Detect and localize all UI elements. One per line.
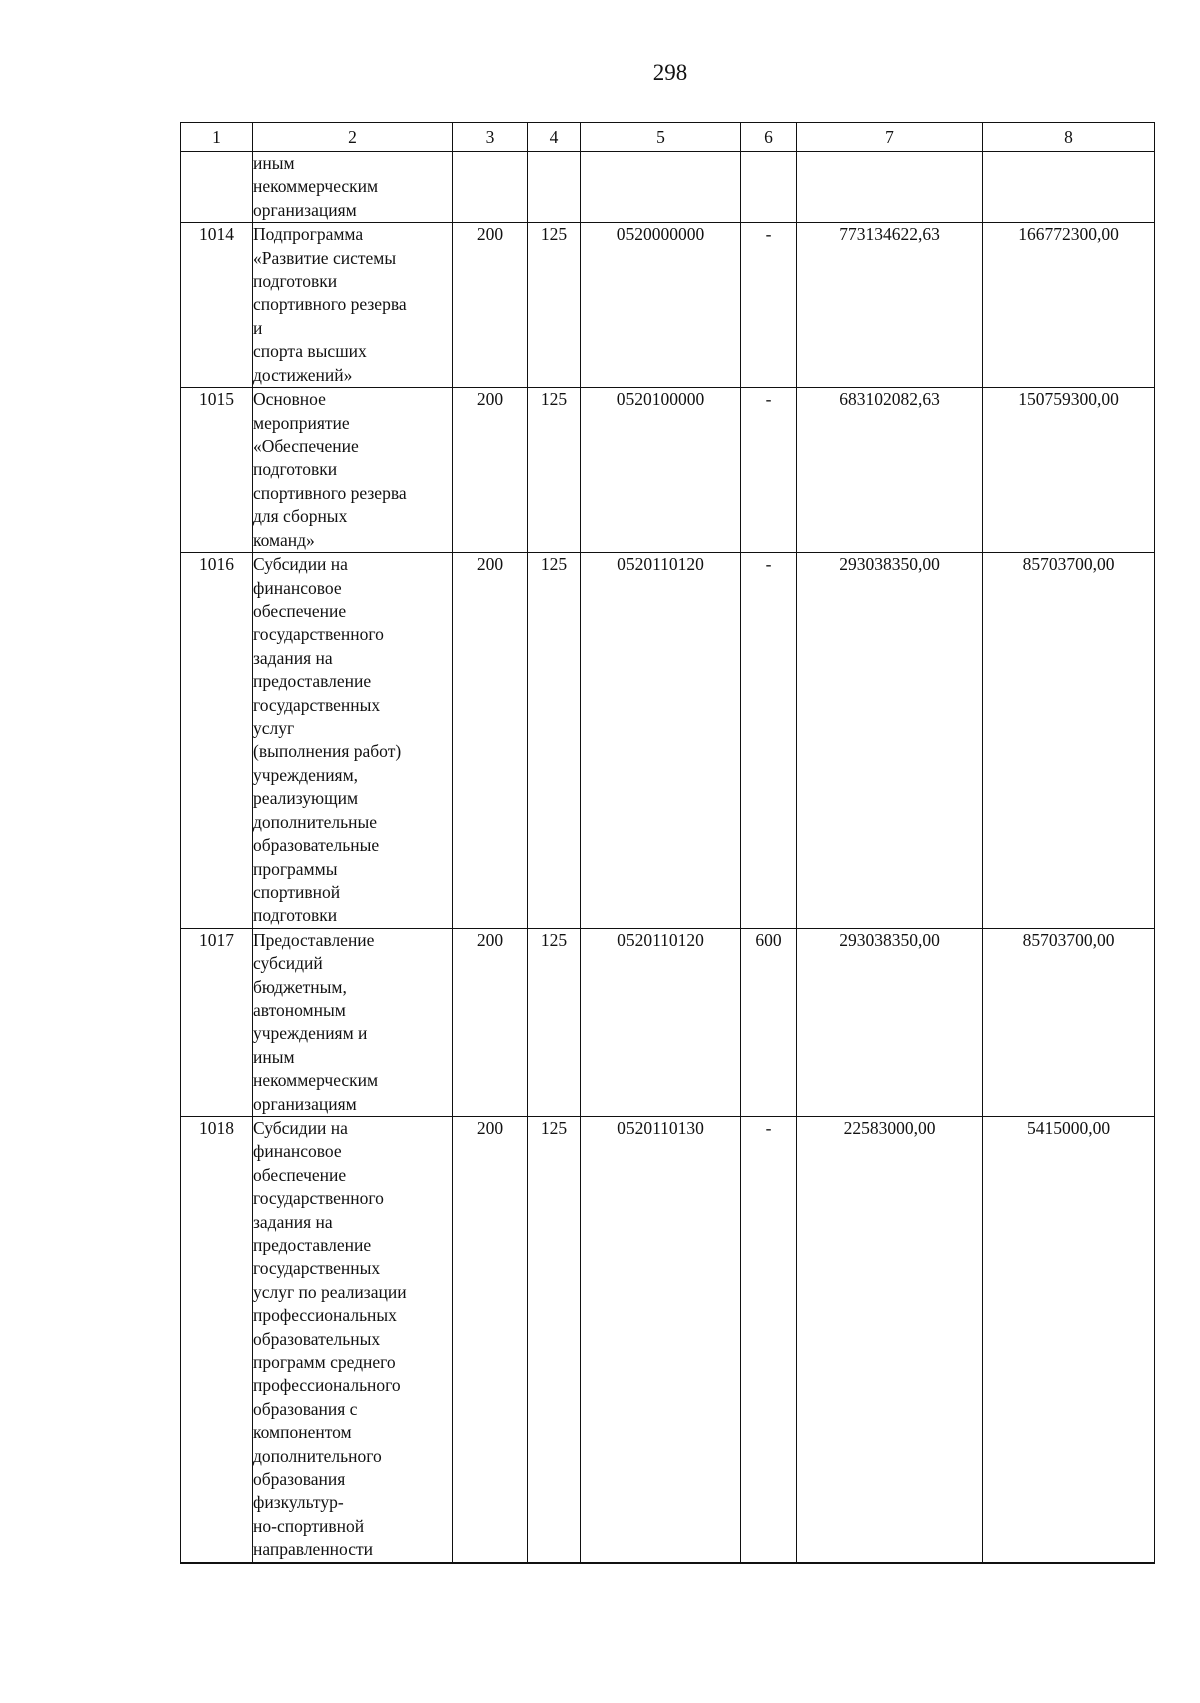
row-expense-kind: 600 [741, 928, 797, 1116]
row-number: 1018 [181, 1116, 253, 1562]
row-sum-1: 773134622,63 [797, 223, 983, 388]
page-number: 298 [652, 60, 688, 85]
row-subsection: 125 [528, 388, 581, 553]
row-subsection: 125 [528, 1116, 581, 1562]
column-header: 1 [181, 123, 253, 152]
row-subsection: 125 [528, 928, 581, 1116]
row-name: Субсидии на финансовое обеспечение государственного задания на предоставление государственных услуг (выполнения работ) учреждениям, реализующим дополнительные образовательные программы спортивной подготовки [253, 553, 453, 929]
row-name: Подпрограмма «Развитие системы подготовки спортивного резерва и спорта высших достижений» [253, 223, 453, 388]
row-expense-kind: - [741, 553, 797, 929]
row-target-code [581, 152, 741, 223]
column-header: 4 [528, 123, 581, 152]
row-sum-1: 683102082,63 [797, 388, 983, 553]
row-sum-2: 150759300,00 [983, 388, 1155, 553]
table-row [181, 553, 1155, 929]
table-row [181, 152, 1155, 223]
row-name: Основное мероприятие «Обеспечение подготовки спортивного резерва для сборных команд» [253, 388, 453, 553]
row-expense-kind: - [741, 388, 797, 553]
row-section: 200 [453, 1116, 528, 1562]
table-row [181, 223, 1155, 388]
column-header: 5 [581, 123, 741, 152]
row-sum-2: 5415000,00 [983, 1116, 1155, 1562]
row-number: 1017 [181, 928, 253, 1116]
row-number: 1016 [181, 553, 253, 929]
row-section [453, 152, 528, 223]
row-section: 200 [453, 928, 528, 1116]
row-sum-2: 85703700,00 [983, 553, 1155, 929]
table-row [181, 1116, 1155, 1562]
row-target-code: 0520110120 [581, 928, 741, 1116]
row-target-code: 0520110120 [581, 553, 741, 929]
column-header: 6 [741, 123, 797, 152]
column-header: 7 [797, 123, 983, 152]
row-expense-kind: - [741, 1116, 797, 1562]
budget-table [180, 122, 1155, 1564]
row-name: Субсидии на финансовое обеспечение государственного задания на предоставление государственных услуг по реализации профессиональных образовательных программ среднего профессионального образования с компонентом дополнительного образования физкультур- но-спортивной направленности [253, 1116, 453, 1562]
row-section: 200 [453, 553, 528, 929]
table-row [181, 928, 1155, 1116]
row-sum-2: 166772300,00 [983, 223, 1155, 388]
row-subsection: 125 [528, 553, 581, 929]
row-sum-1: 22583000,00 [797, 1116, 983, 1562]
row-number: 1015 [181, 388, 253, 553]
column-header: 2 [253, 123, 453, 152]
row-target-code: 0520110130 [581, 1116, 741, 1562]
row-sum-2: 85703700,00 [983, 928, 1155, 1116]
row-expense-kind [741, 152, 797, 223]
row-section: 200 [453, 223, 528, 388]
row-expense-kind: - [741, 223, 797, 388]
header-row [181, 123, 1155, 152]
row-sum-1: 293038350,00 [797, 553, 983, 929]
table-row [181, 388, 1155, 553]
row-subsection [528, 152, 581, 223]
row-name: Предоставление субсидий бюджетным, автономным учреждениям и иным некоммерческим организациям [253, 928, 453, 1116]
row-sum-1 [797, 152, 983, 223]
row-subsection: 125 [528, 223, 581, 388]
row-number: 1014 [181, 223, 253, 388]
column-header: 3 [453, 123, 528, 152]
row-name: иным некоммерческим организациям [253, 152, 453, 223]
row-sum-1: 293038350,00 [797, 928, 983, 1116]
row-section: 200 [453, 388, 528, 553]
row-sum-2 [983, 152, 1155, 223]
row-target-code: 0520100000 [581, 388, 741, 553]
row-target-code: 0520000000 [581, 223, 741, 388]
column-header: 8 [983, 123, 1155, 152]
row-number [181, 152, 253, 223]
